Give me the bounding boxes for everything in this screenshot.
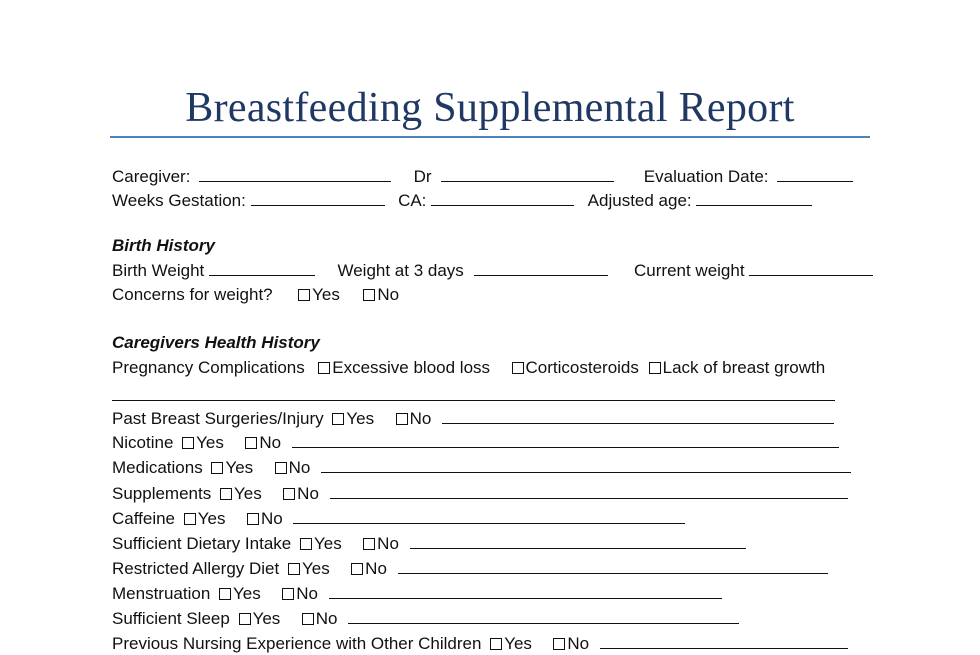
weight-3-days-label: Weight at 3 days <box>337 261 464 280</box>
blood-loss-checkbox[interactable] <box>318 362 330 374</box>
notes-field[interactable] <box>321 457 851 473</box>
item-label: Sufficient Sleep <box>112 609 230 628</box>
item-label: Nicotine <box>112 433 174 452</box>
concerns-yes-checkbox[interactable] <box>298 289 310 301</box>
item-label: Supplements <box>112 484 212 503</box>
item-label: Previous Nursing Experience with Other Children <box>112 634 482 653</box>
item-row-sleep <box>112 608 739 629</box>
yes-checkbox[interactable] <box>211 462 223 474</box>
no-label: No <box>297 484 319 503</box>
item-label: Restricted Allergy Diet <box>112 559 280 578</box>
notes-field[interactable] <box>348 608 739 624</box>
header-row-2 <box>112 190 812 211</box>
no-checkbox[interactable] <box>396 413 408 425</box>
notes-field[interactable] <box>398 558 828 574</box>
weight-row <box>112 260 873 281</box>
yes-label: Yes <box>346 409 375 428</box>
title-divider <box>110 136 870 138</box>
no-label: No <box>260 509 283 528</box>
item-row-supplements <box>112 483 848 504</box>
no-label: No <box>409 409 432 428</box>
dr-field[interactable] <box>441 166 614 182</box>
no-label: No <box>296 584 318 603</box>
caregiver-field[interactable] <box>199 166 391 182</box>
no-checkbox[interactable] <box>283 488 295 500</box>
page-title: Breastfeeding Supplemental Report <box>185 85 795 131</box>
notes-field[interactable] <box>329 583 722 599</box>
item-row-nursing-experience <box>112 633 848 654</box>
no-checkbox[interactable] <box>553 638 565 650</box>
item-row-breast-surgeries <box>112 408 834 429</box>
ca-label: CA: <box>398 191 427 210</box>
yes-label: Yes <box>233 484 262 503</box>
notes-field[interactable] <box>330 483 848 499</box>
item-label: Menstruation <box>112 584 211 603</box>
yes-checkbox[interactable] <box>300 538 312 550</box>
concerns-label: Concerns for weight? <box>112 285 273 304</box>
breast-growth-checkbox[interactable] <box>649 362 661 374</box>
yes-label: Yes <box>313 534 342 553</box>
yes-label: Yes <box>301 559 330 578</box>
item-row-nicotine <box>112 432 839 453</box>
breast-growth-label: Lack of breast growth <box>662 358 826 377</box>
yes-checkbox[interactable] <box>219 588 231 600</box>
no-checkbox[interactable] <box>247 513 259 525</box>
item-row-allergy-diet <box>112 558 828 579</box>
no-label: No <box>315 609 338 628</box>
pregnancy-label: Pregnancy Complications <box>112 358 305 377</box>
concerns-no-checkbox[interactable] <box>363 289 375 301</box>
yes-checkbox[interactable] <box>184 513 196 525</box>
yes-checkbox[interactable] <box>220 488 232 500</box>
yes-label: Yes <box>196 433 224 452</box>
yes-checkbox[interactable] <box>490 638 502 650</box>
blood-loss-label: Excessive blood loss <box>332 358 491 377</box>
item-label: Past Breast Surgeries/Injury <box>112 409 324 428</box>
adjusted-age-label: Adjusted age: <box>587 191 692 210</box>
yes-label: Yes <box>252 609 281 628</box>
yes-label: Yes <box>225 458 254 477</box>
no-label: No <box>365 559 387 578</box>
notes-field[interactable] <box>410 533 746 549</box>
no-checkbox[interactable] <box>302 613 314 625</box>
dr-label: Dr <box>413 167 432 186</box>
notes-field[interactable] <box>442 408 834 424</box>
header-row-1 <box>112 166 853 187</box>
birth-weight-field[interactable] <box>209 260 315 276</box>
yes-checkbox[interactable] <box>239 613 251 625</box>
pregnancy-row <box>112 358 825 378</box>
item-row-caffeine <box>112 508 685 529</box>
evaluation-date-field[interactable] <box>777 166 853 182</box>
no-label: No <box>567 634 590 653</box>
no-label: No <box>377 534 399 553</box>
caregiver-health-heading: Caregivers Health History <box>112 333 320 352</box>
weight-3-days-field[interactable] <box>474 260 608 276</box>
item-label: Caffeine <box>112 509 176 528</box>
concerns-no-label: No <box>377 285 400 304</box>
item-label: Medications <box>112 458 203 477</box>
no-checkbox[interactable] <box>282 588 294 600</box>
notes-field[interactable] <box>292 432 839 448</box>
notes-field[interactable] <box>600 633 848 649</box>
no-checkbox[interactable] <box>351 563 363 575</box>
item-row-medications <box>112 457 851 478</box>
notes-field[interactable] <box>293 508 685 524</box>
no-label: No <box>259 433 282 452</box>
yes-label: Yes <box>197 509 226 528</box>
caregiver-label: Caregiver: <box>112 167 191 186</box>
yes-label: Yes <box>233 584 261 603</box>
pregnancy-notes-line[interactable] <box>112 400 835 401</box>
corticosteroids-checkbox[interactable] <box>512 362 524 374</box>
current-weight-label: Current weight <box>634 261 745 280</box>
ca-field[interactable] <box>431 190 574 206</box>
item-label: Sufficient Dietary Intake <box>112 534 292 553</box>
birth-history-heading: Birth History <box>112 236 215 255</box>
current-weight-field[interactable] <box>749 260 873 276</box>
concerns-row <box>112 285 399 305</box>
yes-checkbox[interactable] <box>332 413 344 425</box>
concerns-yes-label: Yes <box>312 285 340 304</box>
corticosteroids-label: Corticosteroids <box>525 358 639 377</box>
no-checkbox[interactable] <box>363 538 375 550</box>
weeks-gestation-field[interactable] <box>251 190 385 206</box>
evaluation-date-label: Evaluation Date: <box>643 167 769 186</box>
item-row-dietary-intake <box>112 533 746 554</box>
no-checkbox[interactable] <box>245 437 257 449</box>
item-row-menstruation <box>112 583 722 604</box>
yes-label: Yes <box>504 634 532 653</box>
no-label: No <box>288 458 311 477</box>
yes-checkbox[interactable] <box>182 437 194 449</box>
birth-weight-label: Birth Weight <box>112 261 205 280</box>
yes-checkbox[interactable] <box>288 563 300 575</box>
adjusted-age-field[interactable] <box>696 190 812 206</box>
weeks-gestation-label: Weeks Gestation: <box>112 191 246 210</box>
no-checkbox[interactable] <box>275 462 287 474</box>
